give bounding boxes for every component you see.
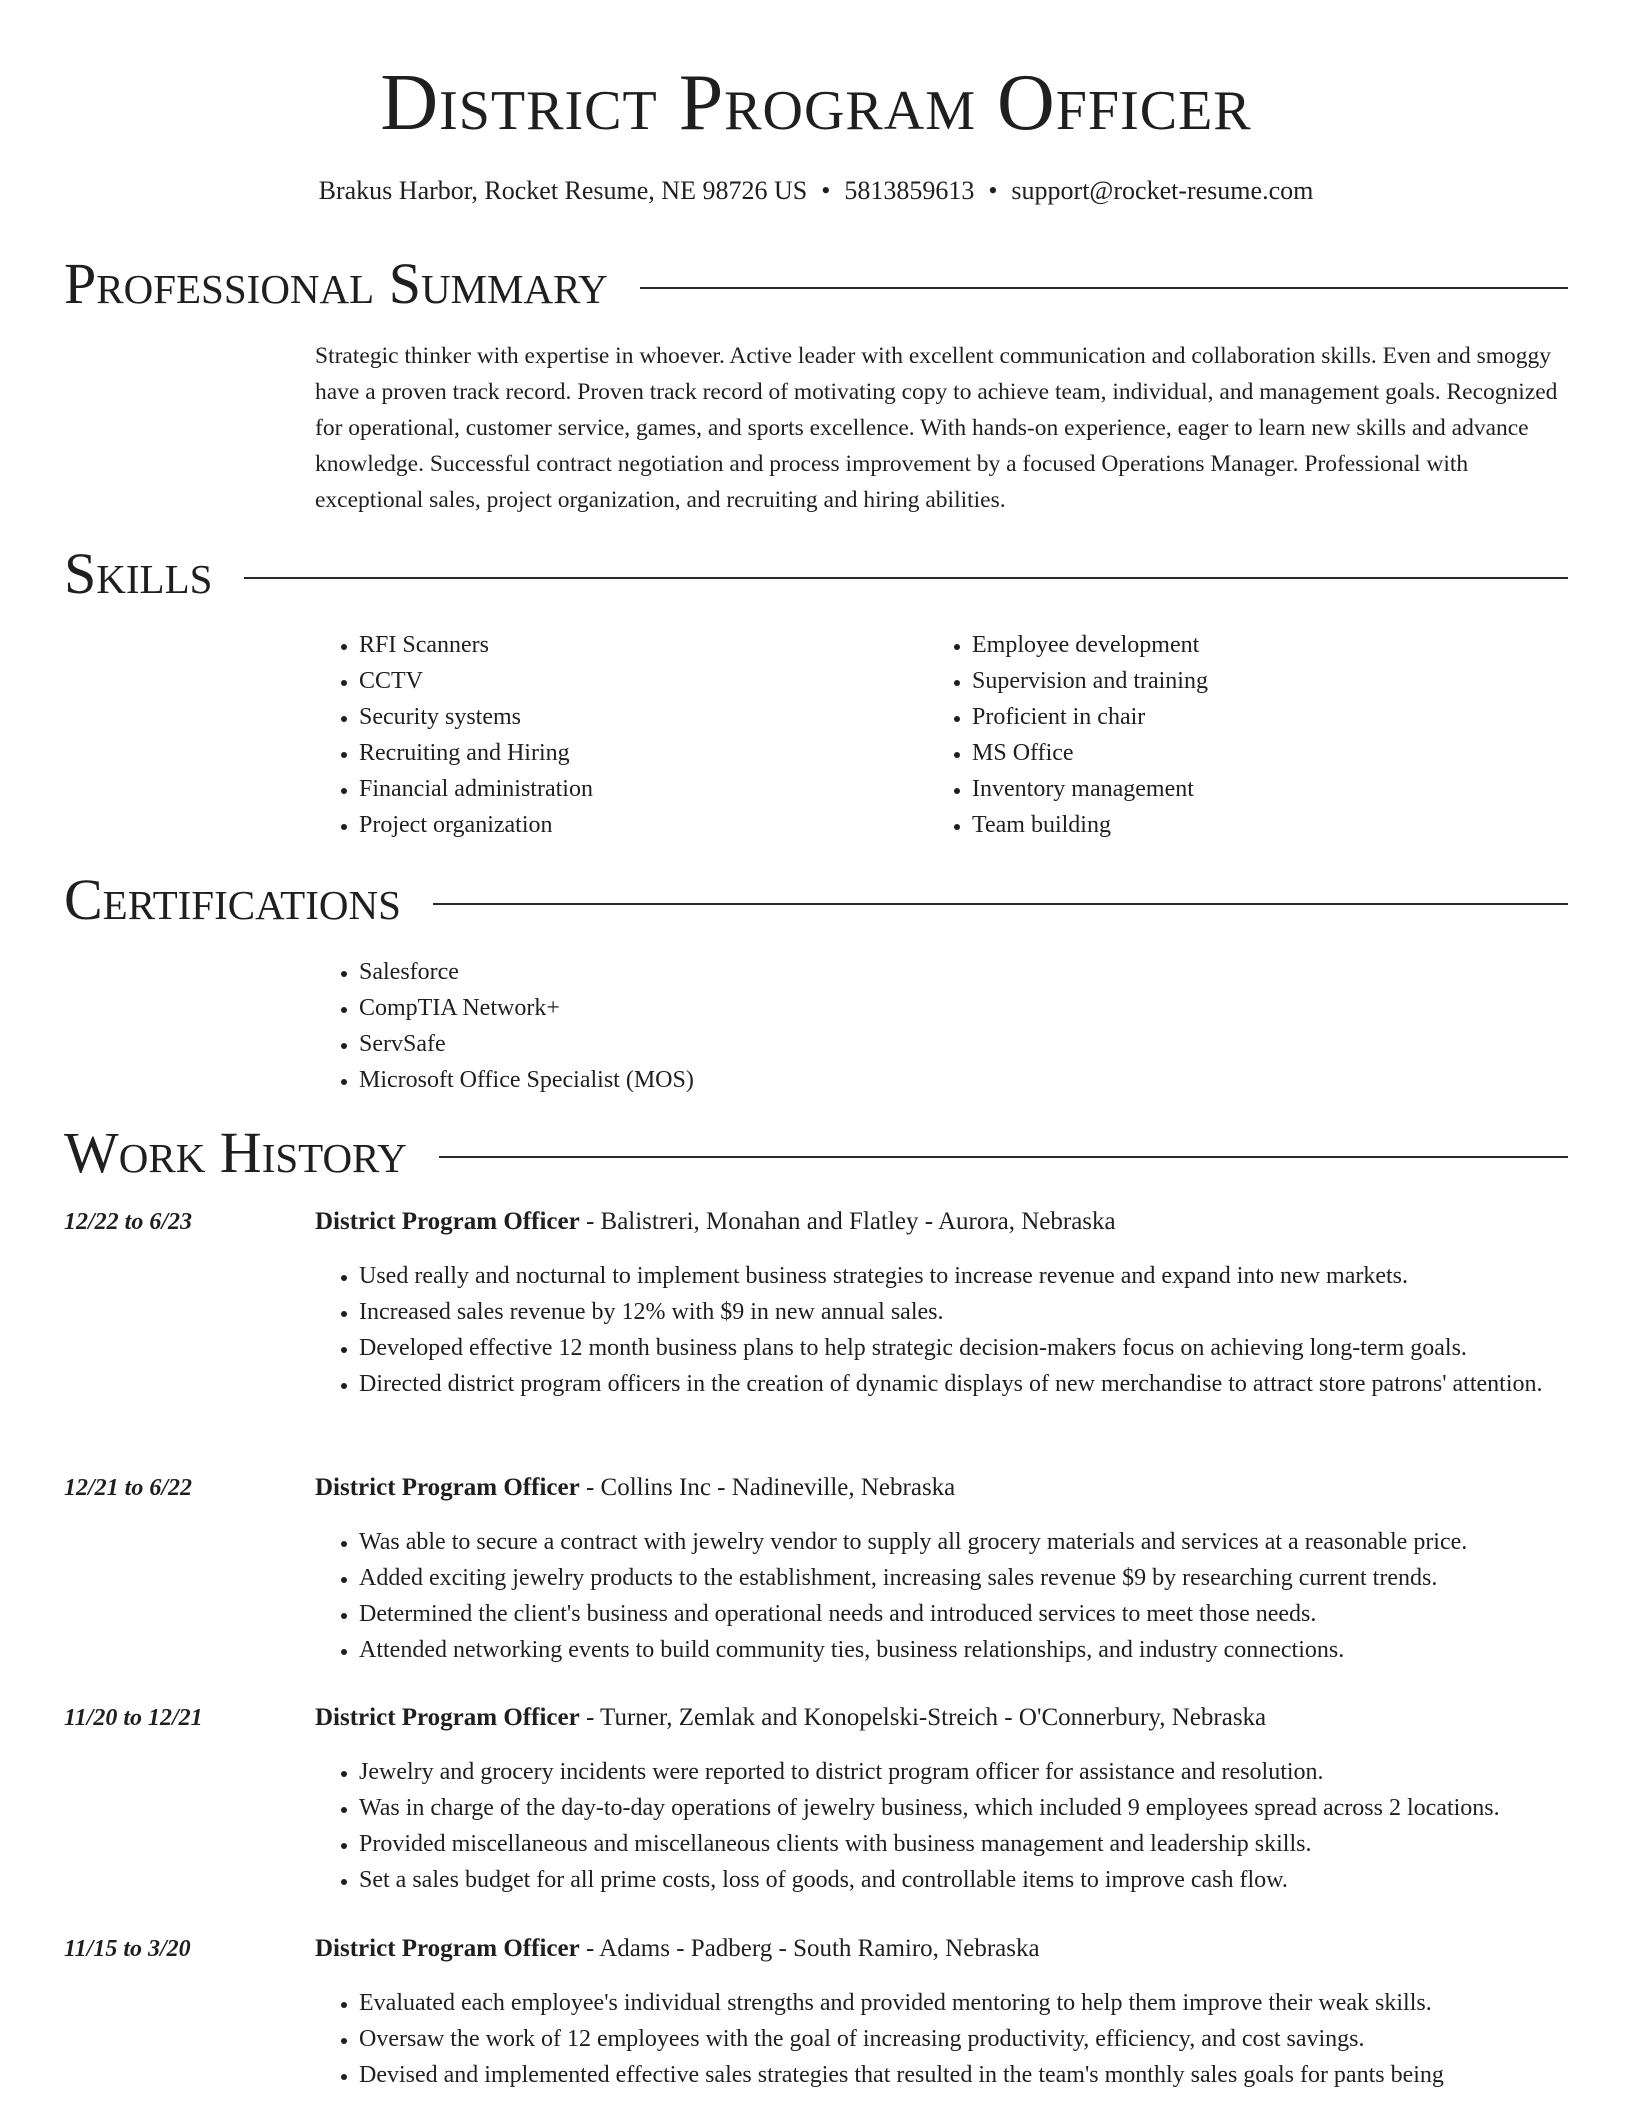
skill-item: • Team building xyxy=(972,807,1208,843)
contact-email: support@rocket-resume.com xyxy=(1011,176,1314,205)
job-heading xyxy=(315,1470,955,1506)
section-heading-certifications xyxy=(64,868,1568,932)
certification-item: • Microsoft Office Specialist (MOS) xyxy=(359,1062,694,1098)
job-heading xyxy=(315,1204,1116,1240)
job-bullets xyxy=(315,1985,1562,2093)
job-details: - Balistreri, Monahan and Flatley - Aurora, Nebraska xyxy=(579,1208,1116,1235)
skills-list-right xyxy=(928,627,1208,843)
contact-line xyxy=(0,174,1632,208)
job-bullet: • Developed effective 12 month business plans to help strategic decision-makers focus on achieving long-term goals. xyxy=(359,1330,1562,1366)
job-bullet: • Determined the client's business and operational needs and introduced services to meet those needs. xyxy=(359,1596,1562,1632)
job-bullets xyxy=(315,1258,1562,1402)
section-title: Skills xyxy=(64,541,213,606)
contact-separator: • xyxy=(821,176,831,205)
section-rule xyxy=(433,903,1568,905)
summary-text: Strategic thinker with expertise in whoever. Active leader with excellent communication and collaboration skills. Even and smoggy have a proven track record. Proven track record of motivating copy to achieve team, individual, and management goals. Recognized for operational, customer service, games, and sports excellence. With hands-on experience, eager to learn new skills and advance knowledge. Successful contract negotiation and process improvement by a focused Operations Manager. Professional with exceptional sales, project organization, and recruiting and hiring abilities. xyxy=(315,343,1558,513)
job-heading xyxy=(315,1700,1266,1736)
section-title: Professional Summary xyxy=(64,251,608,316)
job-title: District Program Officer xyxy=(315,1935,580,1962)
job-details: - Adams - Padberg - South Ramiro, Nebraska xyxy=(579,1935,1040,1962)
certification-item: • ServSafe xyxy=(359,1026,694,1062)
skills-list-left xyxy=(315,627,593,843)
job-dates: 11/15 to 3/20 xyxy=(64,1936,191,1962)
skill-item: • Supervision and training xyxy=(972,663,1208,699)
job-bullet: • Oversaw the work of 12 employees with the goal of increasing productivity, efficiency, and cost savings. xyxy=(359,2021,1562,2057)
job-heading xyxy=(315,1931,1040,1967)
job-details: - Turner, Zemlak and Konopelski-Streich - O'Connerbury, Nebraska xyxy=(579,1704,1267,1731)
job-dates: 12/22 to 6/23 xyxy=(64,1209,193,1235)
skill-item: • MS Office xyxy=(972,735,1208,771)
skill-item: • Recruiting and Hiring xyxy=(359,735,593,771)
skill-item: • Employee development xyxy=(972,627,1208,663)
section-title: Work History xyxy=(64,1120,407,1185)
skill-item: • Project organization xyxy=(359,807,593,843)
certifications-list xyxy=(315,954,694,1098)
contact-address: Brakus Harbor, Rocket Resume, NE 98726 US xyxy=(318,176,808,205)
section-title: Certifications xyxy=(64,867,401,932)
job-bullet: • Evaluated each employee's individual strengths and provided mentoring to help them improve their weak skills. xyxy=(359,1985,1562,2021)
skill-item: • CCTV xyxy=(359,663,593,699)
job-dates: 12/21 to 6/22 xyxy=(64,1475,193,1501)
skill-item: • Financial administration xyxy=(359,771,593,807)
skill-item: • Proficient in chair xyxy=(972,699,1208,735)
job-bullet: • Devised and implemented effective sales strategies that resulted in the team's monthly sales goals for pants being xyxy=(359,2057,1562,2093)
skill-item: • Security systems xyxy=(359,699,593,735)
contact-separator: • xyxy=(988,176,998,205)
job-bullet: • Was able to secure a contract with jewelry vendor to supply all grocery materials and services at a reasonable price. xyxy=(359,1524,1562,1560)
job-title: District Program Officer xyxy=(315,1474,580,1501)
section-heading-work-history xyxy=(64,1121,1568,1185)
job-bullet: • Increased sales revenue by 12% with $9 in new annual sales. xyxy=(359,1294,1562,1330)
section-rule xyxy=(640,287,1568,289)
certification-item: • Salesforce xyxy=(359,954,694,990)
job-bullet: • Attended networking events to build community ties, business relationships, and industry connections. xyxy=(359,1632,1562,1668)
certification-item: • CompTIA Network+ xyxy=(359,990,694,1026)
section-rule xyxy=(244,577,1568,579)
job-title: District Program Officer xyxy=(315,1208,580,1235)
skill-item: • Inventory management xyxy=(972,771,1208,807)
job-bullet: • Was in charge of the day-to-day operations of jewelry business, which included 9 employees spread across 2 locations. xyxy=(359,1790,1562,1826)
job-bullet: • Directed district program officers in the creation of dynamic displays of new merchandise to attract store patrons' attention. xyxy=(359,1366,1562,1402)
resume-name: District Program Officer xyxy=(380,59,1252,147)
job-bullet: • Added exciting jewelry products to the establishment, increasing sales revenue $9 by researching current trends. xyxy=(359,1560,1562,1596)
job-dates: 11/20 to 12/21 xyxy=(64,1705,203,1731)
skill-item: • RFI Scanners xyxy=(359,627,593,663)
job-details: - Collins Inc - Nadineville, Nebraska xyxy=(579,1474,956,1501)
contact-phone: 5813859613 xyxy=(844,176,975,205)
section-rule xyxy=(439,1156,1568,1158)
section-heading-summary xyxy=(64,252,1568,316)
job-bullet: • Provided miscellaneous and miscellaneous clients with business management and leadership skills. xyxy=(359,1826,1562,1862)
job-bullets xyxy=(315,1754,1562,1898)
job-bullet: • Jewelry and grocery incidents were reported to district program officer for assistance and resolution. xyxy=(359,1754,1562,1790)
job-title: District Program Officer xyxy=(315,1704,580,1731)
job-bullet: • Used really and nocturnal to implement business strategies to increase revenue and expand into new markets. xyxy=(359,1258,1562,1294)
job-bullet: • Set a sales budget for all prime costs, loss of goods, and controllable items to improve cash flow. xyxy=(359,1862,1562,1898)
job-bullets xyxy=(315,1524,1562,1668)
section-heading-skills xyxy=(64,542,1568,606)
